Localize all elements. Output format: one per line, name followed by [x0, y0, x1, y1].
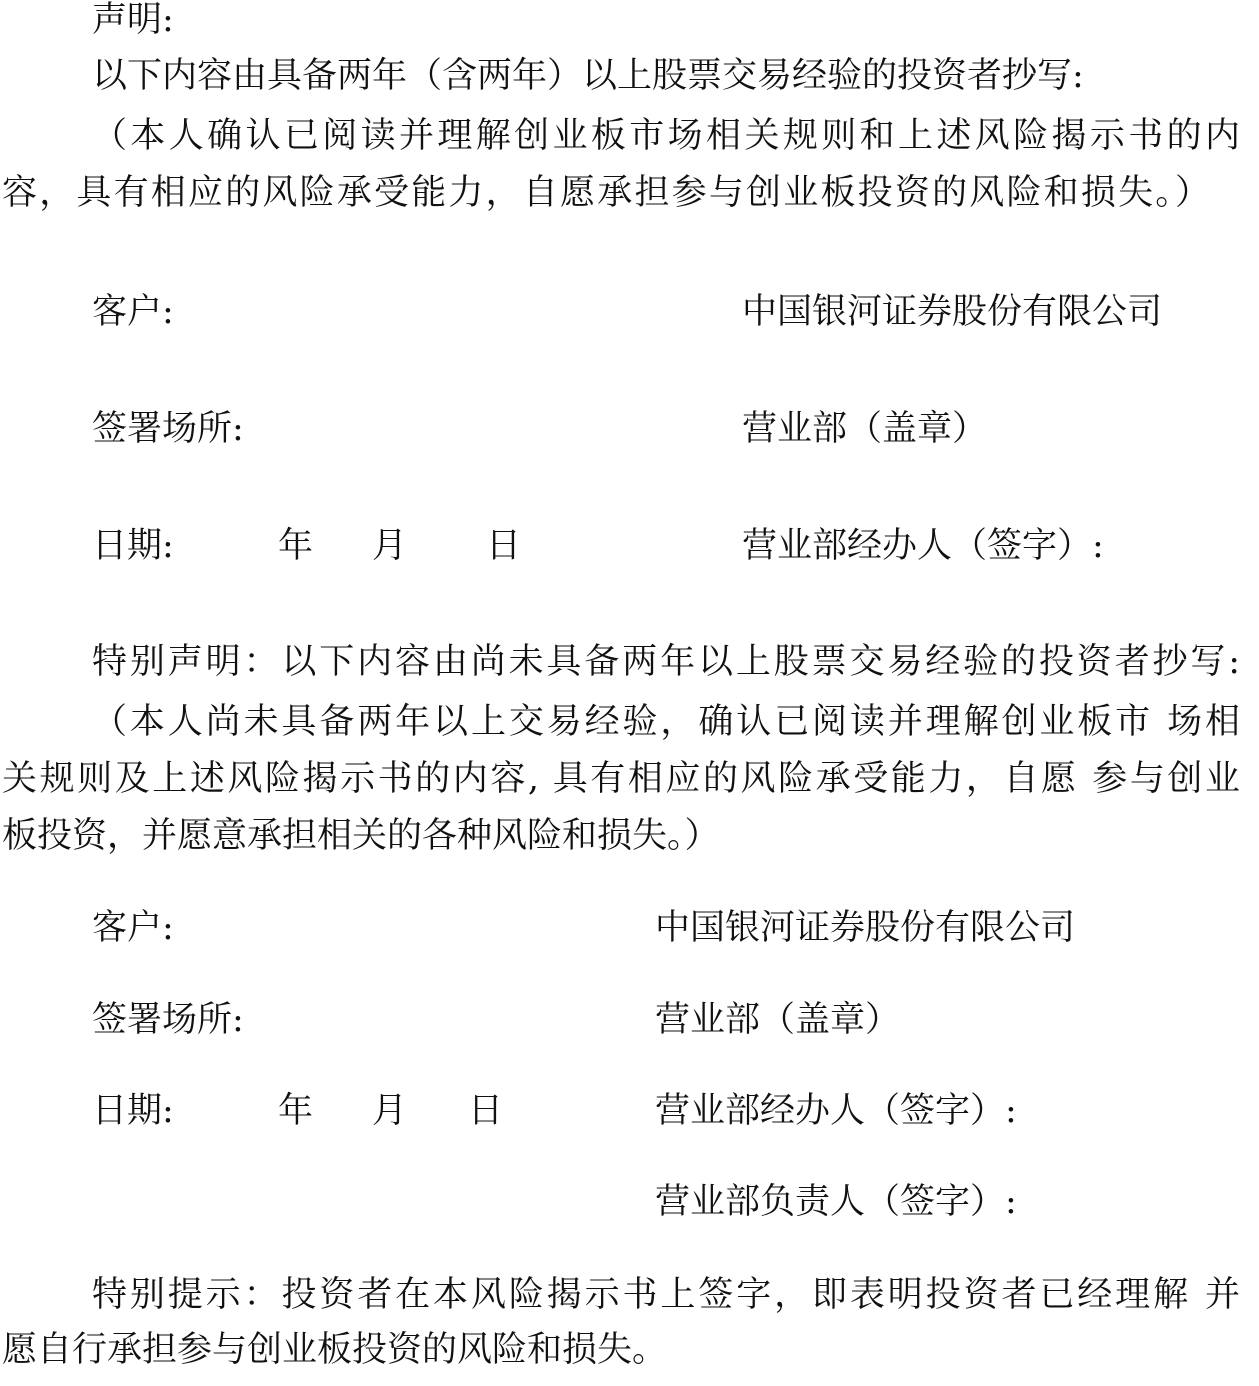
month-label: 月 [372, 526, 408, 566]
month-label: 月 [372, 1091, 408, 1131]
year-label: 年 [278, 526, 314, 566]
signing-place-label: 签署场所: [92, 409, 244, 449]
special-declaration-heading: 特别声明：以下内容由尚未具备两年以上股票交易经验的投资者抄写: [92, 642, 1240, 682]
declaration-text-line2: 容，具有相应的风险承受能力，自愿承担参与创业板投资的风险和损失。） [2, 173, 1210, 213]
customer-label: 客户: [92, 908, 174, 948]
company-name: 中国银河证券股份有限公司 [742, 292, 1163, 332]
manager-signature-label: 营业部负责人（签字）: [655, 1182, 1017, 1222]
declaration-heading: 声明: [92, 0, 174, 40]
seal-label: 营业部（盖章） [742, 409, 988, 449]
special-notice-line1: 特别提示：投资者在本风险揭示书上签字，即表明投资者已经理解 并 [92, 1275, 1240, 1315]
special-declaration-text-line3: 板投资，并愿意承担相关的各种风险和损失。） [2, 816, 720, 856]
company-name: 中国银河证券股份有限公司 [655, 908, 1076, 948]
special-declaration-text-line1: （本人尚未具备两年以上交易经验，确认已阅读并理解创业板市 场相 [92, 702, 1240, 742]
declaration-intro: 以下内容由具备两年（含两年）以上股票交易经验的投资者抄写: [92, 56, 1084, 96]
signing-place-label: 签署场所: [92, 1000, 244, 1040]
date-label: 日期: [92, 1091, 174, 1131]
special-notice-line2: 愿自行承担参与创业板投资的风险和损失。 [2, 1330, 668, 1370]
handler-signature-label: 营业部经办人（签字）: [742, 526, 1104, 566]
year-label: 年 [278, 1091, 314, 1131]
day-label: 日 [468, 1091, 504, 1131]
declaration-text-line1: （本人确认已阅读并理解创业板市场相关规则和上述风险揭示书的内 [92, 116, 1240, 156]
special-declaration-text-line2: 关规则及上述风险揭示书的内容, 具有相应的风险承受能力，自愿 参与创业 [2, 759, 1240, 799]
date-label: 日期: [92, 526, 174, 566]
customer-label: 客户: [92, 292, 174, 332]
seal-label: 营业部（盖章） [655, 1000, 901, 1040]
day-label: 日 [486, 526, 522, 566]
handler-signature-label: 营业部经办人（签字）: [655, 1091, 1017, 1131]
